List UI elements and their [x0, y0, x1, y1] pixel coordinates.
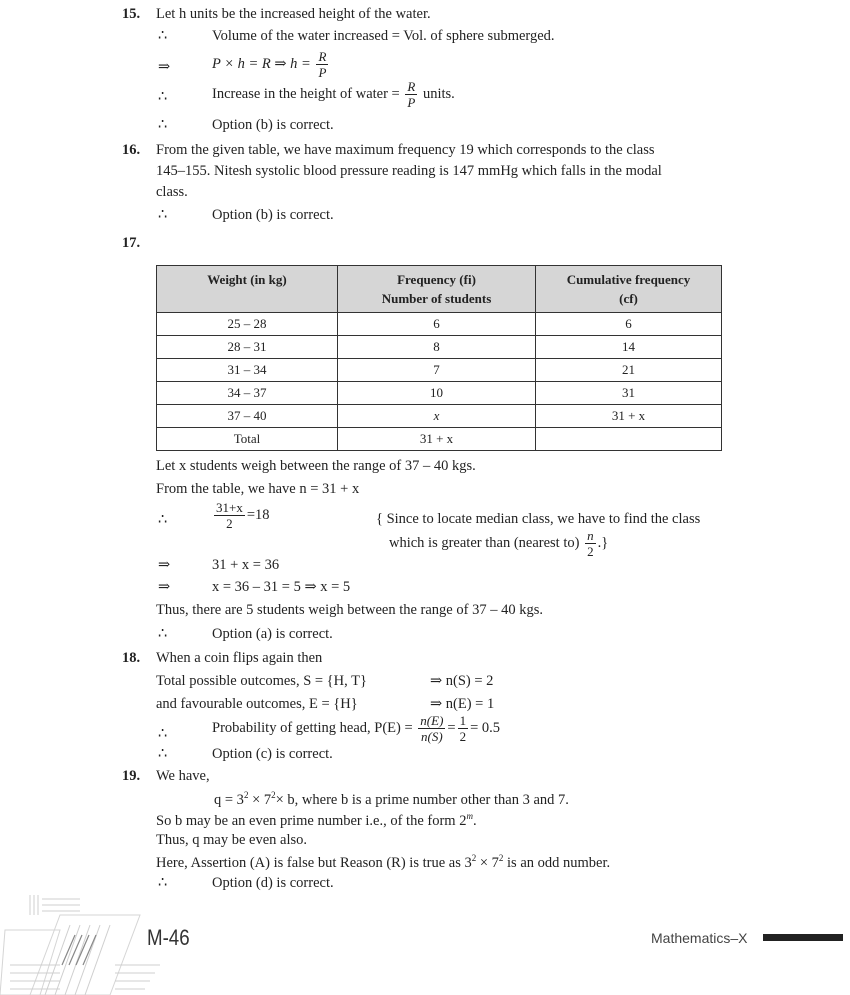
footer-decoration	[0, 895, 165, 995]
q18-favourable: and favourable outcomes, E = {H}	[156, 696, 358, 712]
q17-step1: 31 + x = 36	[212, 557, 280, 573]
q18-number: 18.	[122, 650, 141, 666]
implies-symbol: ⇒	[158, 557, 171, 573]
q19-thus: Thus, q may be even also.	[156, 832, 308, 848]
book-title: Mathematics–X	[651, 930, 748, 946]
q16-option: Option (b) is correct.	[212, 207, 334, 223]
footer-bar	[763, 934, 843, 941]
implies-symbol: ⇒	[158, 579, 171, 595]
q16-number: 16.	[122, 142, 141, 158]
q16-line1: From the given table, we have maximum frequency 19 which corresponds to the class	[156, 142, 655, 158]
therefore-symbol: ∴	[158, 726, 168, 742]
q18-favourable-result: ⇒ n(E) = 1	[430, 696, 495, 712]
q19-number: 19.	[122, 768, 141, 784]
page-number: M-46	[147, 925, 190, 950]
q15-line3: P × h = R ⇒ h = $\frac{R}{P}$	[212, 49, 327, 80]
frequency-table	[156, 265, 722, 451]
therefore-symbol: ∴	[158, 875, 168, 891]
q15-line1: Let h units be the increased height of the water.	[156, 6, 431, 22]
therefore-symbol: ∴	[158, 626, 168, 642]
q15-number: 15.	[122, 6, 141, 22]
implies-symbol: ⇒	[158, 59, 171, 75]
q19-equation: $q = 3^2 \times 7^2\times b$, where b is a prime number other than 3 and 7.	[214, 790, 569, 808]
q17-option: Option (a) is correct.	[212, 626, 333, 642]
q15-option: Option (b) is correct.	[212, 117, 334, 133]
table-row: 31 – 34 7 21	[157, 359, 722, 382]
q18-option: Option (c) is correct.	[212, 746, 333, 762]
header-weight: Weight (in kg)	[157, 266, 338, 313]
q15-line4: Increase in the height of water = $\frac{R}{P}$ units.	[212, 79, 455, 110]
q17-let: Let x students weigh between the range of 37 – 40 kgs.	[156, 458, 476, 474]
q19-here: Here, Assertion (A) is false but Reason (R) is true as $3^2 \times 7^2$ is an odd number.	[156, 853, 611, 871]
therefore-symbol: ∴	[158, 89, 168, 105]
q18-line1: When a coin flips again then	[156, 650, 323, 666]
table-row: Total 31 + x	[157, 428, 722, 451]
therefore-symbol: ∴	[158, 28, 168, 44]
q18-total: Total possible outcomes, S = {H, T}	[156, 673, 367, 689]
table-row: 37 – 40 x 31 + x	[157, 405, 722, 428]
table-header-row	[157, 266, 722, 313]
q17-from: From the table, we have n = 31 + x	[156, 481, 360, 497]
q17-since-line1: { Since to locate median class, we have to find the class	[376, 511, 701, 527]
q16-line2: 145–155. Nitesh systolic blood pressure reading is 147 mmHg which falls in the modal	[156, 163, 662, 179]
q15-line2: Volume of the water increased = Vol. of sphere submerged.	[212, 28, 555, 44]
q17-step2: x = 36 – 31 = 5 ⇒ x = 5	[212, 579, 351, 595]
q19-line1: We have,	[156, 768, 210, 784]
therefore-symbol: ∴	[158, 207, 168, 223]
header-cumulative: Cumulative frequency (cf)	[536, 266, 722, 313]
q19-option: Option (d) is correct.	[212, 875, 334, 891]
q16-line3: class.	[156, 184, 188, 200]
therefore-symbol: ∴	[158, 512, 168, 528]
q18-total-result: ⇒ n(S) = 2	[430, 673, 494, 689]
q17-median-eq: $\frac{31+x}{2}$ =18	[216, 500, 270, 531]
q19-so: So b may be an even prime number i.e., of the form 2$^m$.	[156, 811, 477, 829]
q17-thus: Thus, there are 5 students weigh between the range of 37 – 40 kgs.	[156, 602, 543, 618]
table-row: 34 – 37 10 31	[157, 382, 722, 405]
table-row: 28 – 31 8 14	[157, 336, 722, 359]
table-row: 25 – 28 6 6	[157, 313, 722, 336]
q18-probability: Probability of getting head, P(E) = $\frac{n(E)}{n(S)}$ = $\frac{1}{2}$ = 0.5	[212, 713, 501, 744]
header-frequency: Frequency (fi) Number of students	[338, 266, 536, 313]
therefore-symbol: ∴	[158, 117, 168, 133]
therefore-symbol: ∴	[158, 746, 168, 762]
q17-number: 17.	[122, 235, 141, 251]
q17-since-line2: which is greater than (nearest to) $\frac{n}{2}$ .}	[389, 528, 609, 559]
